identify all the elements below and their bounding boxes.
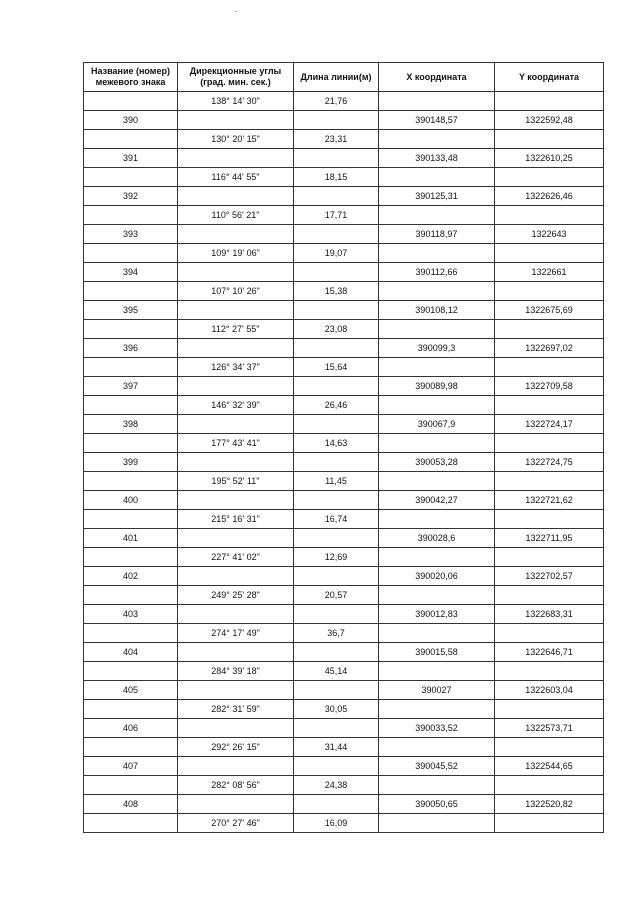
table-row [84,643,604,662]
line-length-cell: 23,31 [294,130,379,149]
mark-name-cell [84,548,178,567]
x-coordinate-cell [379,738,495,757]
x-coordinate-cell [379,624,495,643]
line-length-cell: 11,45 [294,472,379,491]
direction-angle-cell [178,339,294,358]
line-length-cell [294,719,379,738]
table-row [84,624,604,643]
x-coordinate-cell [379,244,495,263]
line-length-cell: 36,7 [294,624,379,643]
header-y-coordinate: Y координата [495,63,604,92]
y-coordinate-cell: 1322603,04 [495,681,604,700]
direction-angle-cell [178,491,294,510]
y-coordinate-cell: 1322702,57 [495,567,604,586]
line-length-cell: 15,38 [294,282,379,301]
table-row [84,396,604,415]
y-coordinate-cell: 1322610,25 [495,149,604,168]
table-row [84,206,604,225]
mark-name-cell: 394 [84,263,178,282]
direction-angle-cell: 138° 14' 30" [178,92,294,111]
x-coordinate-cell [379,776,495,795]
line-length-cell: 16,74 [294,510,379,529]
table-row [84,738,604,757]
x-coordinate-cell: 390112,66 [379,263,495,282]
x-coordinate-cell [379,472,495,491]
table-row [84,92,604,111]
direction-angle-cell: 274° 17' 49" [178,624,294,643]
direction-angle-cell: 249° 25' 28" [178,586,294,605]
line-length-cell [294,111,379,130]
table-row [84,453,604,472]
line-length-cell: 23,08 [294,320,379,339]
line-length-cell [294,567,379,586]
direction-angle-cell: 109° 19' 06" [178,244,294,263]
mark-name-cell: 404 [84,643,178,662]
line-length-cell: 19,07 [294,244,379,263]
line-length-cell: 20,57 [294,586,379,605]
table-row [84,814,604,833]
line-length-cell [294,605,379,624]
y-coordinate-cell [495,206,604,225]
line-length-cell: 21,76 [294,92,379,111]
mark-name-cell [84,510,178,529]
table-row [84,434,604,453]
direction-angle-cell: 282° 08' 56" [178,776,294,795]
x-coordinate-cell [379,662,495,681]
mark-name-cell: 393 [84,225,178,244]
y-coordinate-cell: 1322661 [495,263,604,282]
mark-name-cell [84,586,178,605]
mark-name-cell: 399 [84,453,178,472]
mark-name-cell: 392 [84,187,178,206]
y-coordinate-cell: 1322626,46 [495,187,604,206]
x-coordinate-cell [379,282,495,301]
table-row [84,301,604,320]
table-row [84,795,604,814]
y-coordinate-cell: 1322520,82 [495,795,604,814]
table-row [84,244,604,263]
direction-angle-cell: 177° 43' 41" [178,434,294,453]
x-coordinate-cell [379,510,495,529]
x-coordinate-cell: 390133,48 [379,149,495,168]
line-length-cell [294,187,379,206]
x-coordinate-cell [379,814,495,833]
x-coordinate-cell [379,434,495,453]
x-coordinate-cell: 390020,06 [379,567,495,586]
boundary-marks-table [83,62,604,833]
y-coordinate-cell [495,738,604,757]
x-coordinate-cell: 390099,3 [379,339,495,358]
x-coordinate-cell: 390042,27 [379,491,495,510]
x-coordinate-cell [379,358,495,377]
mark-name-cell [84,320,178,339]
x-coordinate-cell: 390033,52 [379,719,495,738]
line-length-cell: 30,05 [294,700,379,719]
y-coordinate-cell [495,700,604,719]
line-length-cell: 45,14 [294,662,379,681]
y-coordinate-cell: 1322721,62 [495,491,604,510]
y-coordinate-cell [495,244,604,263]
table-row [84,548,604,567]
x-coordinate-cell [379,168,495,187]
y-coordinate-cell: 1322711,95 [495,529,604,548]
x-coordinate-cell [379,700,495,719]
y-coordinate-cell: 1322697,02 [495,339,604,358]
y-coordinate-cell: 1322709,58 [495,377,604,396]
line-length-cell [294,795,379,814]
line-length-cell: 31,44 [294,738,379,757]
line-length-cell [294,377,379,396]
x-coordinate-cell: 390067,9 [379,415,495,434]
y-coordinate-cell: 1322724,75 [495,453,604,472]
direction-angle-cell [178,263,294,282]
mark-name-cell: 408 [84,795,178,814]
table-row [84,662,604,681]
line-length-cell [294,149,379,168]
table-row [84,491,604,510]
x-coordinate-cell: 390108,12 [379,301,495,320]
direction-angle-cell [178,301,294,320]
direction-angle-cell: 112° 27' 55" [178,320,294,339]
mark-name-cell: 403 [84,605,178,624]
line-length-cell [294,681,379,700]
line-length-cell: 16,09 [294,814,379,833]
table-row [84,225,604,244]
direction-angle-cell: 195° 52' 11" [178,472,294,491]
y-coordinate-cell: 1322724,17 [495,415,604,434]
table-row [84,757,604,776]
direction-angle-cell: 284° 39' 18" [178,662,294,681]
table-row [84,605,604,624]
mark-name-cell [84,624,178,643]
direction-angle-cell: 130° 20' 15" [178,130,294,149]
mark-name-cell [84,168,178,187]
mark-name-cell [84,206,178,225]
x-coordinate-cell [379,396,495,415]
mark-name-cell [84,472,178,491]
x-coordinate-cell [379,92,495,111]
direction-angle-cell: 146° 32' 39" [178,396,294,415]
mark-name-cell: 396 [84,339,178,358]
table-row [84,719,604,738]
direction-angle-cell [178,567,294,586]
y-coordinate-cell [495,358,604,377]
table-row [84,510,604,529]
table-row [84,567,604,586]
x-coordinate-cell [379,586,495,605]
table-row [84,168,604,187]
table-row [84,358,604,377]
mark-name-cell: 402 [84,567,178,586]
y-coordinate-cell: 1322592,48 [495,111,604,130]
line-length-cell: 14,63 [294,434,379,453]
y-coordinate-cell [495,814,604,833]
line-length-cell: 15,64 [294,358,379,377]
table-row [84,282,604,301]
y-coordinate-cell [495,586,604,605]
y-coordinate-cell: 1322643 [495,225,604,244]
line-length-cell [294,757,379,776]
line-length-cell [294,453,379,472]
table-row [84,681,604,700]
table-row [84,130,604,149]
line-length-cell: 26,46 [294,396,379,415]
x-coordinate-cell: 390125,31 [379,187,495,206]
y-coordinate-cell: 1322573,71 [495,719,604,738]
direction-angle-cell: 107° 10' 26" [178,282,294,301]
header-x-coordinate: X координата [379,63,495,92]
line-length-cell [294,339,379,358]
mark-name-cell: 407 [84,757,178,776]
mark-name-cell: 401 [84,529,178,548]
direction-angle-cell: 282° 31' 59" [178,700,294,719]
y-coordinate-cell [495,130,604,149]
y-coordinate-cell [495,168,604,187]
x-coordinate-cell: 390148,57 [379,111,495,130]
mark-name-cell [84,130,178,149]
direction-angle-cell [178,795,294,814]
table-row [84,700,604,719]
direction-angle-cell: 116° 44' 55" [178,168,294,187]
table-row [84,776,604,795]
y-coordinate-cell: 1322683,31 [495,605,604,624]
mark-name-cell [84,738,178,757]
table-row [84,149,604,168]
line-length-cell: 12,69 [294,548,379,567]
line-length-cell [294,225,379,244]
line-length-cell [294,415,379,434]
line-length-cell: 17,71 [294,206,379,225]
direction-angle-cell: 292° 26' 15" [178,738,294,757]
direction-angle-cell [178,453,294,472]
table-row [84,320,604,339]
direction-angle-cell: 227° 41' 02" [178,548,294,567]
mark-name-cell [84,776,178,795]
x-coordinate-cell: 390012,83 [379,605,495,624]
y-coordinate-cell [495,396,604,415]
table-row [84,377,604,396]
mark-name-cell [84,814,178,833]
direction-angle-cell: 215° 16' 31" [178,510,294,529]
mark-name-cell: 391 [84,149,178,168]
direction-angle-cell [178,719,294,738]
x-coordinate-cell: 390089,98 [379,377,495,396]
mark-name-cell [84,662,178,681]
mark-name-cell: 400 [84,491,178,510]
y-coordinate-cell [495,472,604,491]
x-coordinate-cell: 390118,97 [379,225,495,244]
table-row [84,263,604,282]
y-coordinate-cell: 1322646,71 [495,643,604,662]
direction-angle-cell [178,149,294,168]
mark-name-cell [84,92,178,111]
table-row [84,415,604,434]
line-length-cell [294,529,379,548]
y-coordinate-cell [495,510,604,529]
y-coordinate-cell: 1322675,69 [495,301,604,320]
line-length-cell: 24,38 [294,776,379,795]
table-row [84,339,604,358]
x-coordinate-cell: 390027 [379,681,495,700]
y-coordinate-cell [495,662,604,681]
y-coordinate-cell [495,548,604,567]
x-coordinate-cell [379,130,495,149]
direction-angle-cell [178,377,294,396]
x-coordinate-cell: 390053,28 [379,453,495,472]
direction-angle-cell [178,681,294,700]
mark-name-cell: 390 [84,111,178,130]
x-coordinate-cell [379,548,495,567]
y-coordinate-cell [495,320,604,339]
x-coordinate-cell: 390045,52 [379,757,495,776]
mark-name-cell [84,396,178,415]
mark-name-cell [84,244,178,263]
mark-name-cell: 405 [84,681,178,700]
table-header-row [84,63,604,92]
direction-angle-cell: 126° 34' 37" [178,358,294,377]
scan-artifact [235,11,237,12]
x-coordinate-cell [379,320,495,339]
direction-angle-cell [178,605,294,624]
direction-angle-cell [178,643,294,662]
x-coordinate-cell: 390050,65 [379,795,495,814]
mark-name-cell: 395 [84,301,178,320]
direction-angle-cell [178,111,294,130]
y-coordinate-cell [495,624,604,643]
header-line-length: Длина линии(м) [294,63,379,92]
direction-angle-cell [178,225,294,244]
mark-name-cell [84,282,178,301]
y-coordinate-cell [495,92,604,111]
line-length-cell: 18,15 [294,168,379,187]
y-coordinate-cell [495,434,604,453]
line-length-cell [294,643,379,662]
y-coordinate-cell [495,282,604,301]
y-coordinate-cell: 1322544,65 [495,757,604,776]
table-row [84,586,604,605]
table-row [84,187,604,206]
direction-angle-cell [178,415,294,434]
direction-angle-cell [178,529,294,548]
direction-angle-cell: 270° 27' 46" [178,814,294,833]
x-coordinate-cell: 390015,58 [379,643,495,662]
mark-name-cell: 397 [84,377,178,396]
header-direction-angle: Дирекционные углы (град. мин. сек.) [178,63,294,92]
mark-name-cell [84,434,178,453]
mark-name-cell [84,358,178,377]
mark-name-cell [84,700,178,719]
x-coordinate-cell: 390028,6 [379,529,495,548]
mark-name-cell: 406 [84,719,178,738]
direction-angle-cell: 110° 56' 21" [178,206,294,225]
direction-angle-cell [178,757,294,776]
line-length-cell [294,263,379,282]
line-length-cell [294,301,379,320]
table-row [84,472,604,491]
y-coordinate-cell [495,776,604,795]
table-row [84,529,604,548]
line-length-cell [294,491,379,510]
header-mark-name: Название (номер) межевого знака [84,63,178,92]
mark-name-cell: 398 [84,415,178,434]
direction-angle-cell [178,187,294,206]
table-row [84,111,604,130]
x-coordinate-cell [379,206,495,225]
